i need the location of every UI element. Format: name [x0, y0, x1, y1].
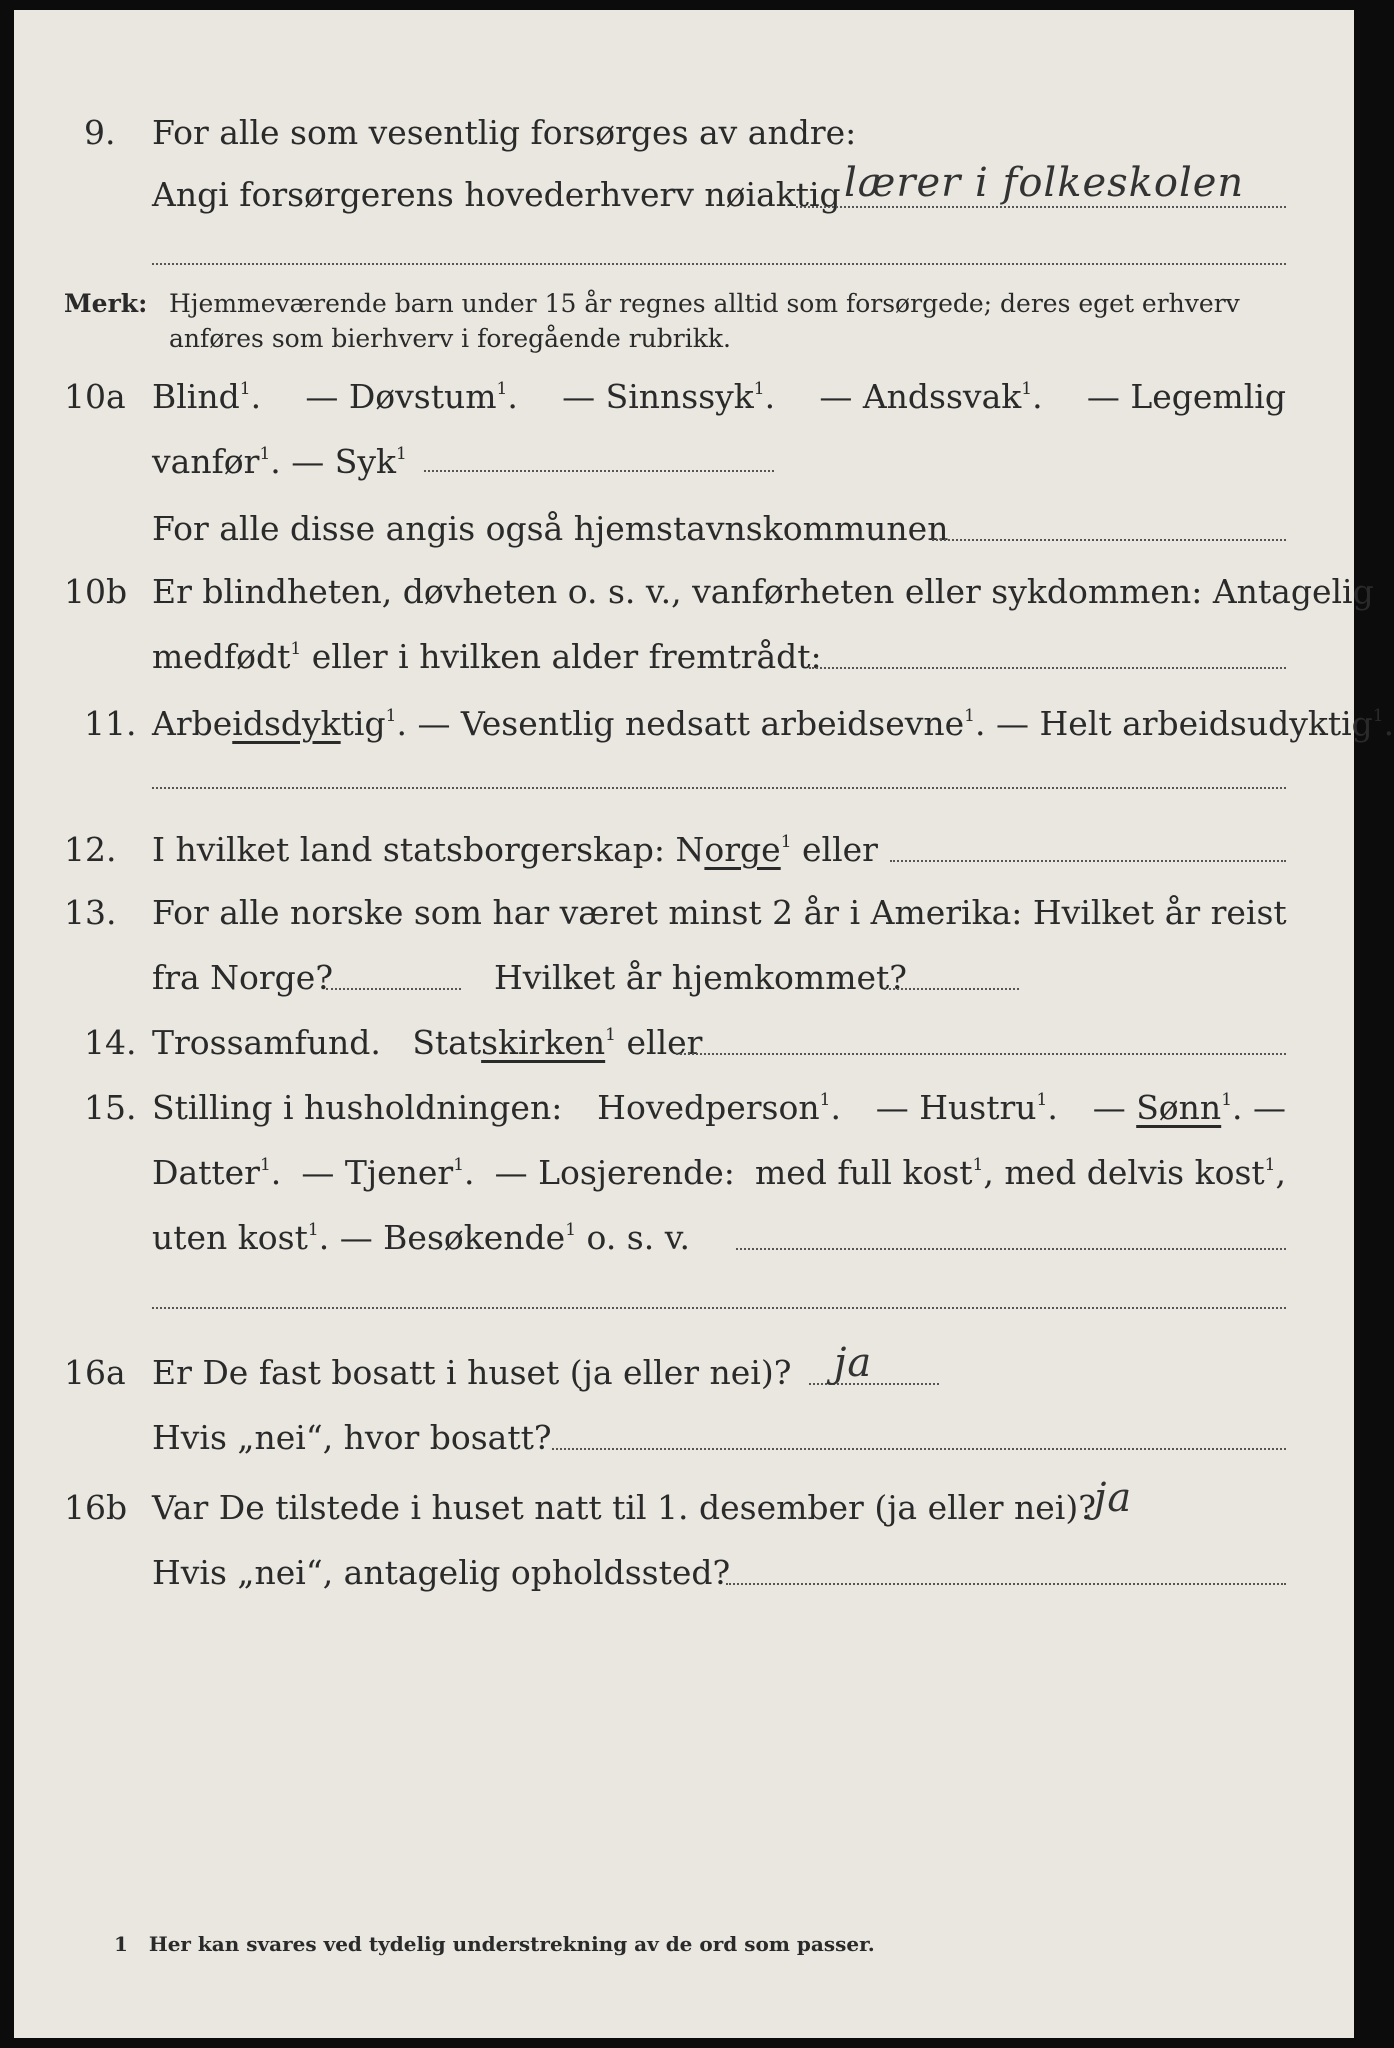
q13-hjemkommet: Hvilket år hjemkommet?: [494, 958, 907, 997]
q13-reist-line: [326, 988, 461, 990]
q13-hjemkommet-line: [884, 988, 1019, 990]
q10a-line1: Blind$^1$. — Døvstum$^1$. — Sinnssyk$^1$. — Andssvak$^1$. — Legemlig: [152, 377, 1286, 416]
q15-number: 15.: [84, 1088, 137, 1127]
q15-extra-line: [152, 1307, 1286, 1309]
q10a-line2: vanfør$^1$. — Syk$^1$: [152, 442, 407, 481]
q16b-line1: Var De tilstede i huset natt til 1. desember (ja eller nei)?: [152, 1488, 1096, 1527]
q15-line3: uten kost$^1$. — Besøkende$^1$ o. s. v.: [152, 1218, 690, 1257]
q9-extra-line: [152, 263, 1286, 265]
census-form-page: [14, 10, 1394, 2038]
q9-line2-label: Angi forsørgerens hovederhverv nøiaktig: [152, 175, 841, 214]
q13-line1: For alle norske som har været minst 2 år i Amerika: Hvilket år reist: [152, 893, 1287, 932]
q10b-line2: medfødt$^1$ eller i hvilken alder fremtrådt:: [152, 637, 822, 676]
q16b-opholdssted-line: [726, 1583, 1286, 1585]
q16b-number: 16b: [64, 1488, 128, 1527]
q16b-line2: Hvis „nei“, antagelig opholdssted?: [152, 1553, 731, 1592]
merk-line2: anføres som bierhverv i foregående rubrikk.: [169, 324, 731, 353]
q14-number: 14.: [84, 1023, 137, 1062]
q9-answer-line: [796, 206, 1286, 208]
q12-line: I hvilket land statsborgerskap: Norge$^1$ eller: [152, 830, 878, 869]
q16a-answer-line: [809, 1383, 939, 1385]
q9-line1: For alle som vesentlig forsørges av andre:: [152, 113, 857, 152]
q12-number: 12.: [64, 830, 117, 869]
merk-label: Merk:: [64, 289, 148, 318]
q11-extra-line: [152, 787, 1286, 789]
q10b-answer-line: [809, 667, 1286, 669]
q16a-number: 16a: [64, 1353, 126, 1392]
footnote: 1 Her kan svares ved tydelig understrekning av de ord som passer.: [114, 1932, 875, 1956]
q15-answer-line: [736, 1248, 1286, 1250]
q10a-number: 10a: [64, 377, 126, 416]
q11-line1: Arbeidsdyktig$^1$. — Vesentlig nedsatt arbeidsevne$^1$. — Helt arbeidsudyktig$^1$.: [152, 704, 1394, 743]
q13-fra-norge: fra Norge?: [152, 958, 334, 997]
q16a-line2: Hvis „nei“, hvor bosatt?: [152, 1418, 552, 1457]
q16a-bosatt-line: [552, 1448, 1286, 1450]
q13-number: 13.: [64, 893, 117, 932]
q14-answer-line: [676, 1053, 1286, 1055]
q10b-number: 10b: [64, 572, 128, 611]
q16a-handwritten-answer: ja: [834, 1340, 873, 1386]
merk-line1: Hjemmeværende barn under 15 år regnes alltid som forsørgede; deres eget erhverv: [169, 289, 1240, 318]
q11-number: 11.: [84, 704, 137, 743]
q9-handwritten-answer: lærer i folkeskolen: [844, 160, 1245, 206]
q16b-handwritten-answer: ja: [1094, 1475, 1133, 1521]
q15-line1: Stilling i husholdningen: Hovedperson$^1$. — Hustru$^1$. — Sønn$^1$. —: [152, 1088, 1286, 1127]
q16a-line1: Er De fast bosatt i huset (ja eller nei)?: [152, 1353, 792, 1392]
q10a-hjemstavn-line: [932, 539, 1286, 541]
q12-answer-line: [890, 860, 1286, 862]
q9-number: 9.: [84, 113, 116, 152]
q10a-line3: For alle disse angis også hjemstavnskommunen: [152, 509, 949, 548]
q10b-line1: Er blindheten, døvheten o. s. v., vanførheten eller sykdommen: Antagelig: [152, 572, 1374, 611]
q15-line2: Datter$^1$. — Tjener$^1$. — Losjerende: med full kost$^1$, med delvis kost$^1$,: [152, 1153, 1286, 1192]
q14-line: Trossamfund. Statskirken$^1$ eller: [152, 1023, 703, 1062]
q10a-syk-line: [424, 470, 774, 472]
